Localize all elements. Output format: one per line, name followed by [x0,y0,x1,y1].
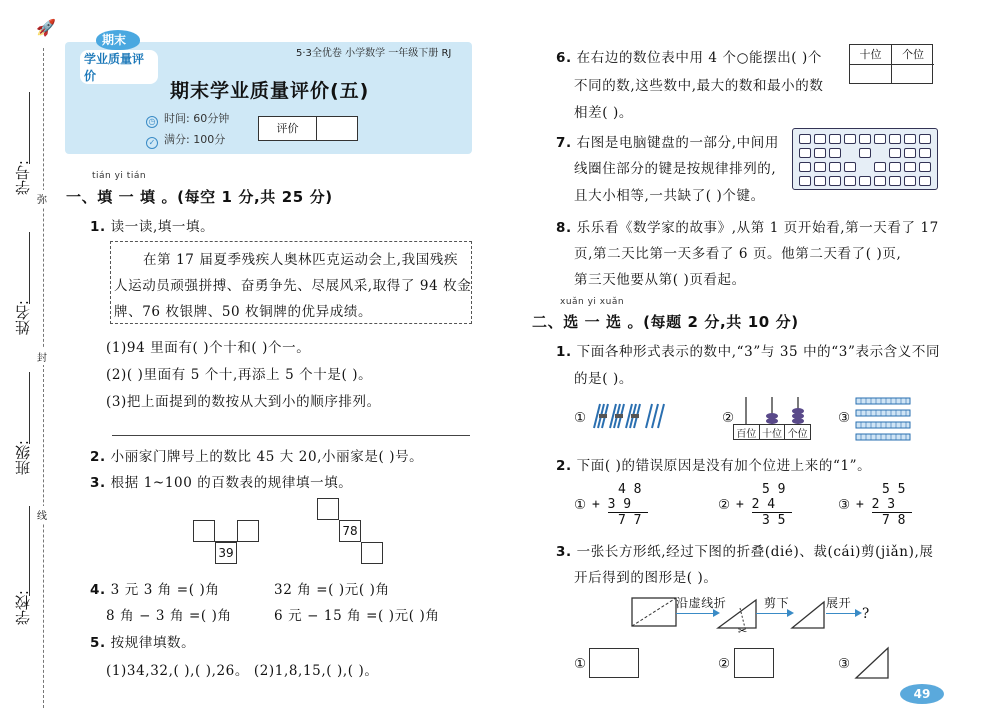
q2-stem[interactable]: 2. 小丽家门牌号上的数比 45 大 20,小丽家是( )号。 [90,449,424,465]
abacus-ones-label: 个位 [787,429,808,440]
s2-q1-option1-mark[interactable]: ① [574,410,587,426]
rectangle-paper-figure [630,596,680,630]
s2-q1-line2[interactable]: 的是( )。 [574,371,633,387]
keyboard-key [889,134,901,144]
keyboard-key [919,134,931,144]
keyboard-key [859,148,871,158]
q6-line3[interactable]: 相差( )。 [574,105,633,121]
s2-q1-option3-mark[interactable]: ③ [838,410,851,426]
addition-3: 5 5 + 2 3 7 8 [856,482,912,528]
seal-dashed-line [43,48,44,708]
abacus-tens-label: 十位 [760,425,786,439]
ten-blocks-figure [854,396,912,442]
keyboard-key [829,162,841,172]
arrow-right-icon [826,613,860,614]
passage-line-3: 牌、76 枚银牌、50 枚铜牌的优异成绩。 [114,304,373,320]
result-question-mark: ? [862,606,870,622]
time-info: ◷ 时间: 60分钟 [146,110,229,128]
s2-q3-line2[interactable]: 开后得到的图形是( )。 [574,570,718,586]
keyboard-key [814,134,826,144]
keyboard-key [919,176,931,186]
answer-triangle-shape[interactable] [854,646,892,680]
keyboard-key [814,176,826,186]
school-blank [29,506,30,596]
keyboard-key [919,148,931,158]
q3-stem: 3. 根据 1~100 的百数表的规律填一填。 [90,475,353,491]
section1-title: 一、填 一 填 。(每空 1 分,共 25 分) [66,188,333,206]
school-label: 学校: [14,590,32,626]
keyboard-key [844,134,856,144]
keyboard-key [799,134,811,144]
s2-q3-line1: 3. 一张长方形纸,经过下图的折叠(dié)、裁(cái)剪(jiǎn),展 [556,544,934,560]
abacus-figure [733,397,811,441]
puzzle-cell-78: 78 [339,520,361,542]
passage-line-1: 在第 17 届夏季残疾人奥林匹克运动会上,我国残疾 [143,252,459,268]
step-unfold-label: 展开 [826,596,852,610]
keyboard-key [829,134,841,144]
keyboard-key [904,176,916,186]
page-number: 49 [900,684,944,704]
keyboard-key [799,148,811,158]
exam-tag-line2: 学业质量评价 [80,50,158,84]
clock-icon: ◷ [146,116,158,128]
score-info: ✓ 满分: 100分 [146,131,225,149]
ones-header: 个位 [892,45,934,65]
q7-line1: 7. 右图是电脑键盘的一部分,中间用 [556,135,779,151]
q7-line3[interactable]: 且大小相等,一共缺了( )个键。 [574,188,765,204]
page-title: 期末学业质量评价(五) [170,80,370,102]
series-info: 5·3全优卷 小学数学 一年级下册 RJ [296,48,452,59]
q4-row1-right[interactable]: 32 角 =( )元( )角 [274,582,390,598]
q6-line1[interactable]: 6. 在右边的数位表中用 4 个○能摆出( )个 [556,50,823,66]
q1-stem: 1. 读一读,填一填。 [90,219,215,235]
q1-sub1[interactable]: (1)94 里面有( )个十和( )个一。 [106,340,311,356]
place-value-table [849,44,933,84]
puzzle-cell[interactable] [317,498,339,520]
folded-triangle-figure [716,596,760,636]
puzzle-cell[interactable] [193,520,215,542]
name-label: 姓名: [14,300,32,336]
step-cut-label: 剪下 [764,596,790,610]
answer-line[interactable] [112,435,470,436]
q4-row1-left[interactable]: 4. 3 元 3 角 =( )角 [90,582,220,598]
cut-triangle-figure [790,598,830,632]
keyboard-key [889,176,901,186]
keyboard-key [814,162,826,172]
bundled-sticks-figure [590,402,670,432]
keyboard-key [829,148,841,158]
exam-tag [78,26,158,83]
keyboard-key [874,134,886,144]
s2-q3-option3-mark[interactable]: ③ [838,656,851,672]
section2-title: 二、选 一 选 。(每题 2 分,共 10 分) [532,313,799,331]
keyboard-key [859,134,871,144]
q8-line2[interactable]: 页,第二天比第一天多看了 6 页。他第二天看了( )页, [574,246,902,262]
keyboard-key [799,162,811,172]
q1-sub2[interactable]: (2)( )里面有 5 个十,再添上 5 个十是( )。 [106,367,373,383]
q8-line3[interactable]: 第三天他要从第( )页看起。 [574,272,746,288]
arrow-right-icon [676,613,718,614]
keyboard-key [844,176,856,186]
addition-1: 4 8 + 3 9 7 7 [592,482,648,528]
s2-q3-option2-mark[interactable]: ② [718,656,731,672]
puzzle-cell[interactable] [237,520,259,542]
answer-rectangle-shape[interactable] [589,648,639,678]
class-label: 班级: [14,440,32,476]
s2-q3-option1-mark[interactable]: ① [574,656,587,672]
puzzle-gap [215,520,237,542]
section1-pinyin: tián yi tián [92,171,147,181]
evaluation-label: 评价 [259,117,317,140]
class-blank [29,372,30,444]
exam-tag-line1: 期末 [102,33,127,47]
rocket-icon: 🚀 [36,18,56,37]
keyboard-key [904,148,916,158]
puzzle-cell-39: 39 [215,542,237,564]
q4-row2-left[interactable]: 8 角 − 3 角 =( )角 [106,608,232,624]
keyboard-key [814,148,826,158]
passage-line-2: 人运动员顽强拼搏、奋勇争先、尽展风采,取得了 94 枚金 [114,278,472,294]
s2-q2-stem[interactable]: 2. 下面( )的错误原因是没有加个位进上来的“1”。 [556,458,872,474]
check-icon: ✓ [146,137,158,149]
evaluation-box[interactable] [258,116,358,141]
q1-sub3: (3)把上面提到的数按从大到小的顺序排列。 [106,394,381,410]
keyboard-key [889,148,901,158]
arrow-right-icon [756,613,792,614]
section2-pinyin: xuǎn yi xuǎn [560,297,625,307]
s2-q1-line1: 1. 下面各种形式表示的数中,“3”与 35 中的“3”表示含义不同 [556,344,941,360]
keyboard-key [919,162,931,172]
q5-stem: 5. 按规律填数。 [90,635,196,651]
name-blank [29,232,30,304]
step-fold-label: 沿虚线折 [676,596,727,610]
student-number-blank [29,92,30,164]
svg-text:✂: ✂ [738,626,747,636]
keyboard-key [844,162,856,172]
q7-line2: 线圈住部分的键是按规律排列的, [574,161,777,177]
q5-sequences[interactable]: (1)34,32,( ),( ),26。 (2)1,8,15,( ),( )。 [106,663,379,679]
seal-char-1: 弥 [37,190,47,207]
q6-line2: 不同的数,这些数中,最大的数和最小的数 [574,78,824,94]
keyboard-key [859,176,871,186]
keyboard-key [904,134,916,144]
tens-header: 十位 [850,45,892,65]
keyboard-key [904,162,916,172]
q4-row2-right[interactable]: 6 元 − 15 角 =( )元( )角 [274,608,440,624]
keyboard-key [874,162,886,172]
keyboard-figure [792,128,938,190]
q8-line1: 8. 乐乐看《数学家的故事》,从第 1 页开始看,第一天看了 17 [556,220,939,236]
answer-square-shape[interactable] [734,648,774,678]
keyboard-key [829,176,841,186]
addition-2: 5 9 + 2 4 3 5 [736,482,792,528]
binding-margin [0,0,60,718]
student-number-label: 学号: [14,160,32,196]
keyboard-key [874,176,886,186]
puzzle-cell[interactable] [361,542,383,564]
keyboard-key [799,176,811,186]
s2-q1-option2-mark[interactable]: ② [722,410,735,426]
abacus-hundreds-label: 百位 [734,425,760,439]
seal-char-3: 线 [37,506,47,523]
keyboard-key [889,162,901,172]
seal-char-2: 封 [37,348,47,365]
